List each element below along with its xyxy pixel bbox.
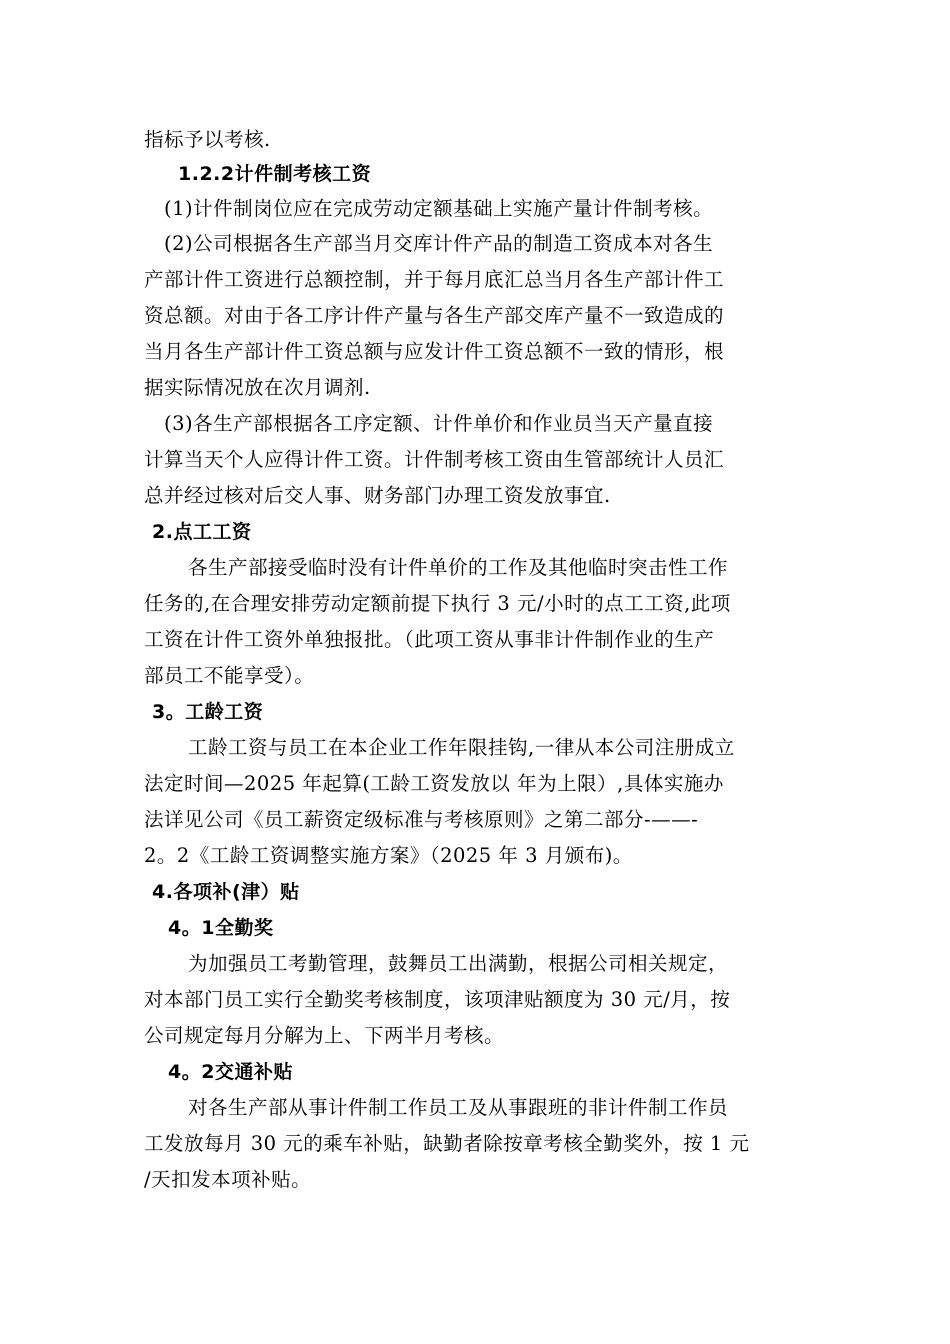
- paragraph-line: 当月各生产部计件工资总额与应发计件工资总额不一致的情形，根: [144, 340, 725, 363]
- section-heading-2: 2.点工工资: [152, 521, 252, 543]
- paragraph-line: 部员工不能享受）。: [144, 664, 315, 687]
- paragraph-line: 产部计件工资进行总额控制，并于每月底汇总当月各生产部计件工: [144, 268, 725, 291]
- paragraph-line: 为加强员工考勤管理，鼓舞员工出满勤，根据公司相关规定，: [188, 952, 729, 975]
- paragraph-line: 据实际情况放在次月调剂.: [144, 376, 371, 399]
- paragraph-line: 资总额。对由于各工序计件产量与各生产部交库产量不一致造成的: [144, 304, 725, 327]
- paragraph-line: (3)各生产部根据各工序定额、计件单价和作业员当天产量直接: [164, 412, 714, 435]
- paragraph-line: 指标予以考核.: [144, 128, 271, 151]
- paragraph-line: (1)计件制岗位应在完成劳动定额基础上实施产量计件制考核。: [164, 197, 714, 220]
- paragraph-line: 法详见公司《员工薪资定级标准与考核原则》之第二部分-——-: [144, 808, 699, 831]
- paragraph-line: (2)公司根据各生产部当月交库计件产品的制造工资成本对各生: [164, 232, 714, 255]
- paragraph-line: 工发放每月 30 元的乘车补贴，缺勤者除按章考核全勤奖外，按 1 元: [144, 1132, 750, 1155]
- paragraph-line: 对各生产部从事计件制工作员工及从事跟班的非计件制工作员: [188, 1096, 729, 1119]
- section-heading-1-2-2: 1.2.2计件制考核工资: [178, 163, 372, 185]
- paragraph-line: 公司规定每月分解为上、下两半月考核。: [144, 1024, 505, 1047]
- paragraph-line: 2。2《工龄工资调整实施方案》（2025 年 3 月颁布)。: [144, 844, 633, 867]
- paragraph-line: 总并经过核对后交人事、财务部门办理工资发放事宜.: [144, 484, 611, 507]
- paragraph-line: 计算当天个人应得计件工资。计件制考核工资由生管部统计人员汇: [144, 448, 725, 471]
- paragraph-line: 工龄工资与员工在本企业工作年限挂钩,一律从本公司注册成立: [188, 736, 735, 759]
- section-heading-4-1: 4。1全勤奖: [168, 917, 274, 939]
- section-heading-4-2: 4。2交通补贴: [168, 1061, 293, 1083]
- section-heading-4: 4.各项补(津）贴: [152, 881, 300, 903]
- paragraph-line: 法定时间—2025 年起算(工龄工资发放以 年为上限）,具体实施办: [144, 772, 724, 795]
- paragraph-line: 任务的,在合理安排劳动定额前提下执行 3 元/小时的点工工资,此项: [144, 592, 731, 615]
- paragraph-line: 工资在计件工资外单独报批。（此项工资从事非计件制作业的生产: [144, 628, 715, 651]
- paragraph-line: 对本部门员工实行全勤奖考核制度，该项津贴额度为 30 元/月，按: [144, 988, 731, 1011]
- paragraph-line: 各生产部接受临时没有计件单价的工作及其他临时突击性工作: [188, 556, 729, 579]
- paragraph-line: /天扣发本项补贴。: [144, 1168, 312, 1191]
- section-heading-3: 3。工龄工资: [152, 701, 264, 723]
